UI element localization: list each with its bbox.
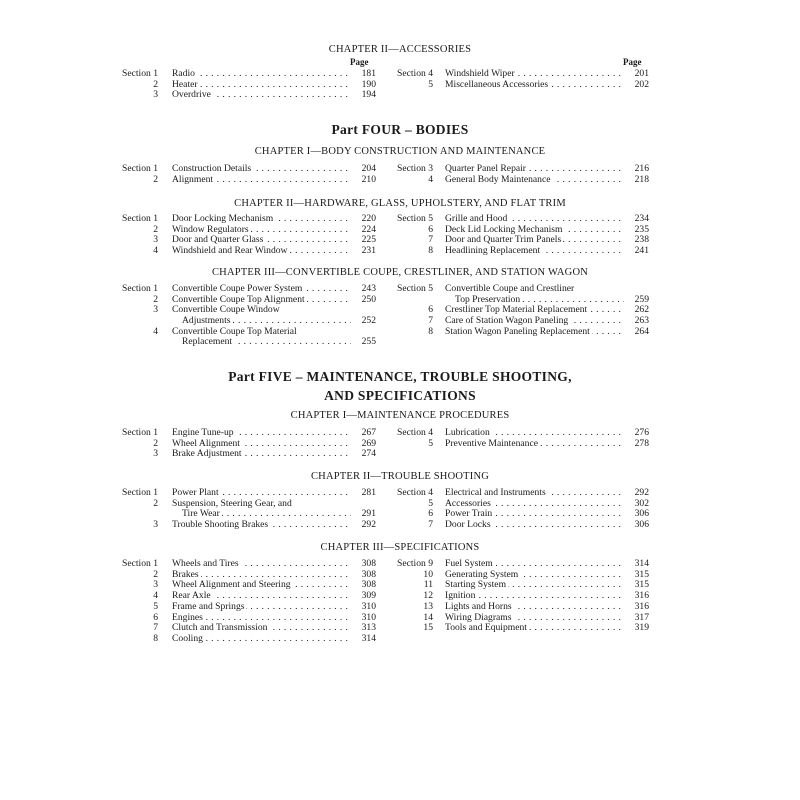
entry-title-text: Brake Adjustment: [172, 449, 242, 460]
entry-title: [445, 214, 624, 225]
entry-title-text: Replacement: [182, 337, 233, 348]
entry-title: [445, 69, 624, 80]
entry-title: Convertible Coupe Window: [172, 304, 280, 316]
entry-title-text: Windshield and Rear Window: [172, 246, 288, 257]
entry-title-text: Engine Tune-up: [172, 428, 234, 438]
entry-title: [445, 602, 624, 613]
section-number: Section 1: [122, 213, 158, 224]
page-number: 220: [361, 213, 376, 224]
page-number: 291: [361, 508, 376, 520]
section-number: Section 3: [397, 163, 433, 174]
section-number: 5: [428, 497, 433, 509]
page-number: 238: [634, 234, 649, 246]
page-number: 264: [634, 325, 649, 337]
entry-title-text: Fuel System: [445, 559, 493, 569]
entry-title: [172, 580, 351, 591]
entry-title: Suspension, Steering Gear, and: [172, 497, 292, 509]
page-number: 278: [634, 437, 649, 449]
page-number: 267: [361, 427, 376, 438]
entry-title: [172, 225, 351, 236]
toc-entry[interactable]: [391, 623, 649, 634]
entry-title-text: Convertible Coupe Power System: [172, 284, 303, 294]
entry-title: [172, 439, 351, 450]
toc-entry[interactable]: [391, 327, 649, 338]
page-number: 314: [634, 558, 649, 569]
chapter-heading: CHAPTER III—CONVERTIBLE COUPE, CRESTLINER, AND STATION WAGON: [211, 267, 589, 278]
section-number: 4: [153, 325, 158, 337]
section-number: 6: [428, 304, 433, 316]
part-title-continued: AND SPECIFICATIONS: [324, 388, 476, 403]
section-number: 8: [153, 632, 158, 644]
page-number: 309: [361, 590, 376, 602]
entry-title-text: Grille and Hood: [445, 214, 508, 224]
section-number: Section 5: [397, 213, 433, 224]
section-number: Section 1: [122, 68, 158, 79]
entry-title: Convertible Coupe and Crestliner: [445, 283, 575, 294]
page-number: 319: [634, 622, 649, 634]
page-number: 194: [361, 89, 376, 101]
page-number: 241: [634, 245, 649, 257]
toc-entry[interactable]: [391, 520, 649, 531]
section-number: 14: [423, 611, 433, 623]
section-number: 12: [423, 590, 433, 602]
page-number: 316: [634, 590, 649, 602]
page-number: 316: [634, 600, 649, 612]
page-number: 202: [634, 78, 649, 90]
entry-title: [172, 602, 351, 613]
section-number: 3: [153, 89, 158, 101]
section-number: 13: [423, 600, 433, 612]
entry-title: [445, 520, 624, 531]
section-number: Section 5: [397, 283, 433, 294]
entry-title-text: Window Regulators: [172, 224, 249, 235]
section-number: 2: [153, 293, 158, 305]
entry-title: [445, 246, 624, 257]
section-number: 2: [153, 223, 158, 235]
entry-title: [445, 327, 624, 338]
entry-title-text: Wiring Diagrams: [445, 612, 512, 623]
page-number: 317: [634, 611, 649, 623]
entry-title-text: Tire Wear: [182, 509, 220, 520]
page-number: 216: [634, 163, 649, 174]
entry-title-text: Wheel Alignment and Steering: [172, 580, 291, 591]
entry-title-text: Deck Lid Locking Mechanism: [445, 224, 563, 235]
page-number: 218: [634, 173, 649, 185]
entry-title-text: Accessories: [445, 498, 491, 509]
entry-title: [172, 520, 351, 531]
section-number: 7: [428, 519, 433, 531]
entry-title: [445, 559, 624, 570]
toc-entry[interactable]: [391, 175, 649, 186]
page-number: 255: [361, 336, 376, 348]
page-number: 310: [361, 600, 376, 612]
page-number: 292: [634, 487, 649, 498]
page-number: 201: [634, 68, 649, 79]
section-number: 8: [428, 245, 433, 257]
page-number: 243: [361, 283, 376, 294]
entry-title: [445, 509, 624, 520]
entry-title-continued: [182, 337, 351, 348]
entry-title: [445, 316, 624, 327]
part-title: Part FOUR – BODIES: [331, 122, 469, 137]
page-number: 281: [361, 487, 376, 498]
entry-title: [445, 591, 624, 602]
entry-title: Convertible Coupe Top Material: [172, 325, 297, 337]
entry-title-continued: [182, 509, 351, 520]
entry-title: [172, 428, 351, 439]
chapter-heading: CHAPTER II—TROUBLE SHOOTING: [310, 471, 490, 482]
toc-entry[interactable]: [116, 602, 376, 613]
toc-entry[interactable]: [116, 175, 376, 186]
entry-title-text: Alignment: [172, 174, 214, 185]
entry-title-text: Engines: [172, 612, 203, 623]
page-column-label: Page: [623, 57, 642, 67]
page-number: 292: [361, 519, 376, 531]
entry-title-text: Care of Station Wagon Paneling: [445, 316, 569, 327]
entry-title-text: Crestliner Top Material Replacement: [445, 305, 588, 316]
section-number: 7: [153, 622, 158, 634]
entry-title: [172, 175, 351, 186]
entry-title: [172, 90, 351, 101]
page-number: 234: [634, 213, 649, 224]
entry-title-text: Quarter Panel Repair: [445, 164, 526, 174]
chapter-heading: CHAPTER I—MAINTENANCE PROCEDURES: [290, 410, 510, 421]
page-number: 314: [361, 632, 376, 644]
page-number: 308: [361, 579, 376, 591]
section-number: Section 1: [122, 427, 158, 438]
section-number: 3: [153, 304, 158, 316]
part-title: Part FIVE – MAINTENANCE, TROUBLE SHOOTING,: [228, 369, 572, 384]
section-number: 3: [153, 234, 158, 246]
toc-entry[interactable]: [116, 499, 376, 520]
toc-entry[interactable]: [391, 80, 649, 91]
entry-title-text: Top Preservation: [455, 294, 521, 305]
page-number: 302: [634, 497, 649, 509]
entry-title: [172, 80, 351, 91]
toc-entry[interactable]: [391, 246, 649, 257]
entry-title-text: Power Train: [445, 509, 493, 520]
entry-title-text: Electrical and Instruments: [445, 488, 546, 498]
section-number: 6: [428, 508, 433, 520]
entry-title-text: Adjustments: [182, 316, 231, 327]
entry-title: [445, 225, 624, 236]
page-number: 210: [361, 173, 376, 185]
entry-title-text: Station Wagon Paneling Replacement: [445, 326, 590, 337]
entry-title-text: Convertible Coupe Top Alignment: [172, 294, 305, 305]
entry-title: [172, 164, 351, 175]
section-number: 4: [428, 173, 433, 185]
section-number: 5: [153, 600, 158, 612]
page-number: 315: [634, 568, 649, 580]
entry-title-text: Tools and Equipment: [445, 623, 527, 634]
page-number: 276: [634, 427, 649, 438]
section-number: Section 9: [397, 558, 433, 569]
entry-title-text: Ignition: [445, 591, 476, 602]
page-column-label: Page: [350, 57, 369, 67]
entry-title: [445, 488, 624, 499]
page-number: 315: [634, 579, 649, 591]
page-number: 262: [634, 304, 649, 316]
entry-title: [445, 428, 624, 439]
section-number: 3: [153, 519, 158, 531]
entry-title: [445, 623, 624, 634]
page-number: 224: [361, 223, 376, 235]
toc-entry[interactable]: [391, 284, 649, 305]
entry-title: [445, 499, 624, 510]
entry-title: [445, 613, 624, 624]
entry-title-text: Radio: [172, 69, 195, 79]
entry-title-text: Windshield Wiper: [445, 69, 515, 79]
toc-entry[interactable]: [391, 602, 649, 613]
entry-title-text: Cooling: [172, 633, 203, 644]
entry-title: [172, 69, 351, 80]
entry-title: [172, 613, 351, 624]
page-number: 263: [634, 315, 649, 327]
page-number: 252: [361, 315, 376, 327]
toc-entry[interactable]: [116, 90, 376, 101]
toc-entry[interactable]: [116, 634, 376, 645]
entry-title-text: Overdrive: [172, 90, 211, 101]
section-number: 7: [428, 234, 433, 246]
entry-title-text: Power Plant: [172, 488, 219, 498]
entry-title: [172, 246, 351, 257]
entry-title: [172, 284, 351, 295]
section-number: 6: [153, 611, 158, 623]
section-number: 2: [153, 568, 158, 580]
entry-title: [445, 439, 624, 450]
section-number: 15: [423, 622, 433, 634]
entry-title: [445, 580, 624, 591]
section-number: 2: [153, 497, 158, 509]
section-number: 11: [423, 579, 433, 591]
entry-title-text: Brakes: [172, 569, 199, 580]
page-number: 306: [634, 519, 649, 531]
page-number: 310: [361, 611, 376, 623]
entry-title-text: Construction Details: [172, 164, 252, 174]
entry-title-text: Starting System: [445, 580, 507, 591]
section-number: 3: [153, 579, 158, 591]
toc-entry[interactable]: [116, 327, 376, 348]
page-number: 235: [634, 223, 649, 235]
entry-title-text: Trouble Shooting Brakes: [172, 520, 269, 531]
page-number: 308: [361, 558, 376, 569]
entry-title: [172, 449, 351, 460]
section-number: 5: [428, 78, 433, 90]
chapter-heading: CHAPTER II—ACCESSORIES: [328, 44, 472, 55]
section-number: Section 4: [397, 427, 433, 438]
section-number: 2: [153, 437, 158, 449]
section-number: 4: [153, 590, 158, 602]
page-number: 204: [361, 163, 376, 174]
page-number: 250: [361, 293, 376, 305]
toc-entry[interactable]: [116, 520, 376, 531]
entry-title-text: Preventive Maintenance: [445, 438, 538, 449]
toc-entry[interactable]: [116, 449, 376, 460]
page-number: 308: [361, 568, 376, 580]
entry-title: [445, 164, 624, 175]
entry-title-text: Wheel Alignment: [172, 438, 240, 449]
page-number: 274: [361, 448, 376, 460]
section-number: Section 4: [397, 68, 433, 79]
page-number: 313: [361, 622, 376, 634]
entry-title: [172, 591, 351, 602]
entry-title-text: Lights and Horns: [445, 601, 512, 612]
section-number: 8: [428, 325, 433, 337]
section-number: Section 1: [122, 558, 158, 569]
entry-title-text: Door Locking Mechanism: [172, 214, 274, 224]
page-number: 231: [361, 245, 376, 257]
entry-title-text: Door and Quarter Trim Panels: [445, 235, 562, 246]
page-number: 181: [361, 68, 376, 79]
chapter-heading: CHAPTER II—HARDWARE, GLASS, UPHOLSTERY, AND FLAT TRIM: [234, 198, 566, 209]
entry-title: [445, 570, 624, 581]
entry-title-text: Door and Quarter Glass: [172, 235, 264, 246]
section-number: 10: [423, 568, 433, 580]
section-number: Section 4: [397, 487, 433, 498]
entry-title-text: Clutch and Transmission: [172, 623, 268, 634]
section-number: Section 1: [122, 163, 158, 174]
entry-title-text: Door Locks: [445, 520, 491, 531]
toc-entry[interactable]: [391, 439, 649, 450]
section-number: 6: [428, 223, 433, 235]
toc-entry[interactable]: [116, 246, 376, 257]
entry-title: [172, 570, 351, 581]
entry-title-continued: [455, 295, 624, 306]
page-number: 225: [361, 234, 376, 246]
section-number: 5: [428, 437, 433, 449]
entry-title-text: Rear Axle: [172, 591, 211, 602]
entry-title-text: Headlining Replacement: [445, 246, 541, 257]
entry-title-text: Miscellaneous Accessories: [445, 79, 549, 90]
page-number: 306: [634, 508, 649, 520]
entry-title: [445, 175, 624, 186]
section-number: Section 1: [122, 487, 158, 498]
entry-title-text: Heater: [172, 79, 198, 90]
page-number: 190: [361, 78, 376, 90]
entry-title-text: Wheels and Tires: [172, 559, 239, 569]
section-number: 4: [153, 245, 158, 257]
chapter-heading: CHAPTER III—SPECIFICATIONS: [320, 542, 480, 553]
page-number: 259: [634, 293, 649, 305]
section-number: Section 1: [122, 283, 158, 294]
entry-title: [172, 559, 351, 570]
chapter-heading: CHAPTER I—BODY CONSTRUCTION AND MAINTENANCE: [254, 146, 546, 157]
page-number: 269: [361, 437, 376, 449]
entry-title: [172, 235, 351, 246]
entry-title: [172, 623, 351, 634]
entry-title-text: Frame and Springs: [172, 601, 245, 612]
entry-title: [172, 634, 351, 645]
entry-title: [445, 235, 624, 246]
entry-title: [445, 80, 624, 91]
section-number: 3: [153, 448, 158, 460]
section-number: 2: [153, 173, 158, 185]
entry-title-text: Lubrication: [445, 428, 490, 438]
entry-title-text: General Body Maintenance: [445, 174, 551, 185]
entry-title: [172, 214, 351, 225]
section-number: 7: [428, 315, 433, 327]
section-number: 2: [153, 78, 158, 90]
entry-title: [445, 305, 624, 316]
entry-title-text: Generating System: [445, 569, 519, 580]
toc-entry[interactable]: [116, 305, 376, 326]
